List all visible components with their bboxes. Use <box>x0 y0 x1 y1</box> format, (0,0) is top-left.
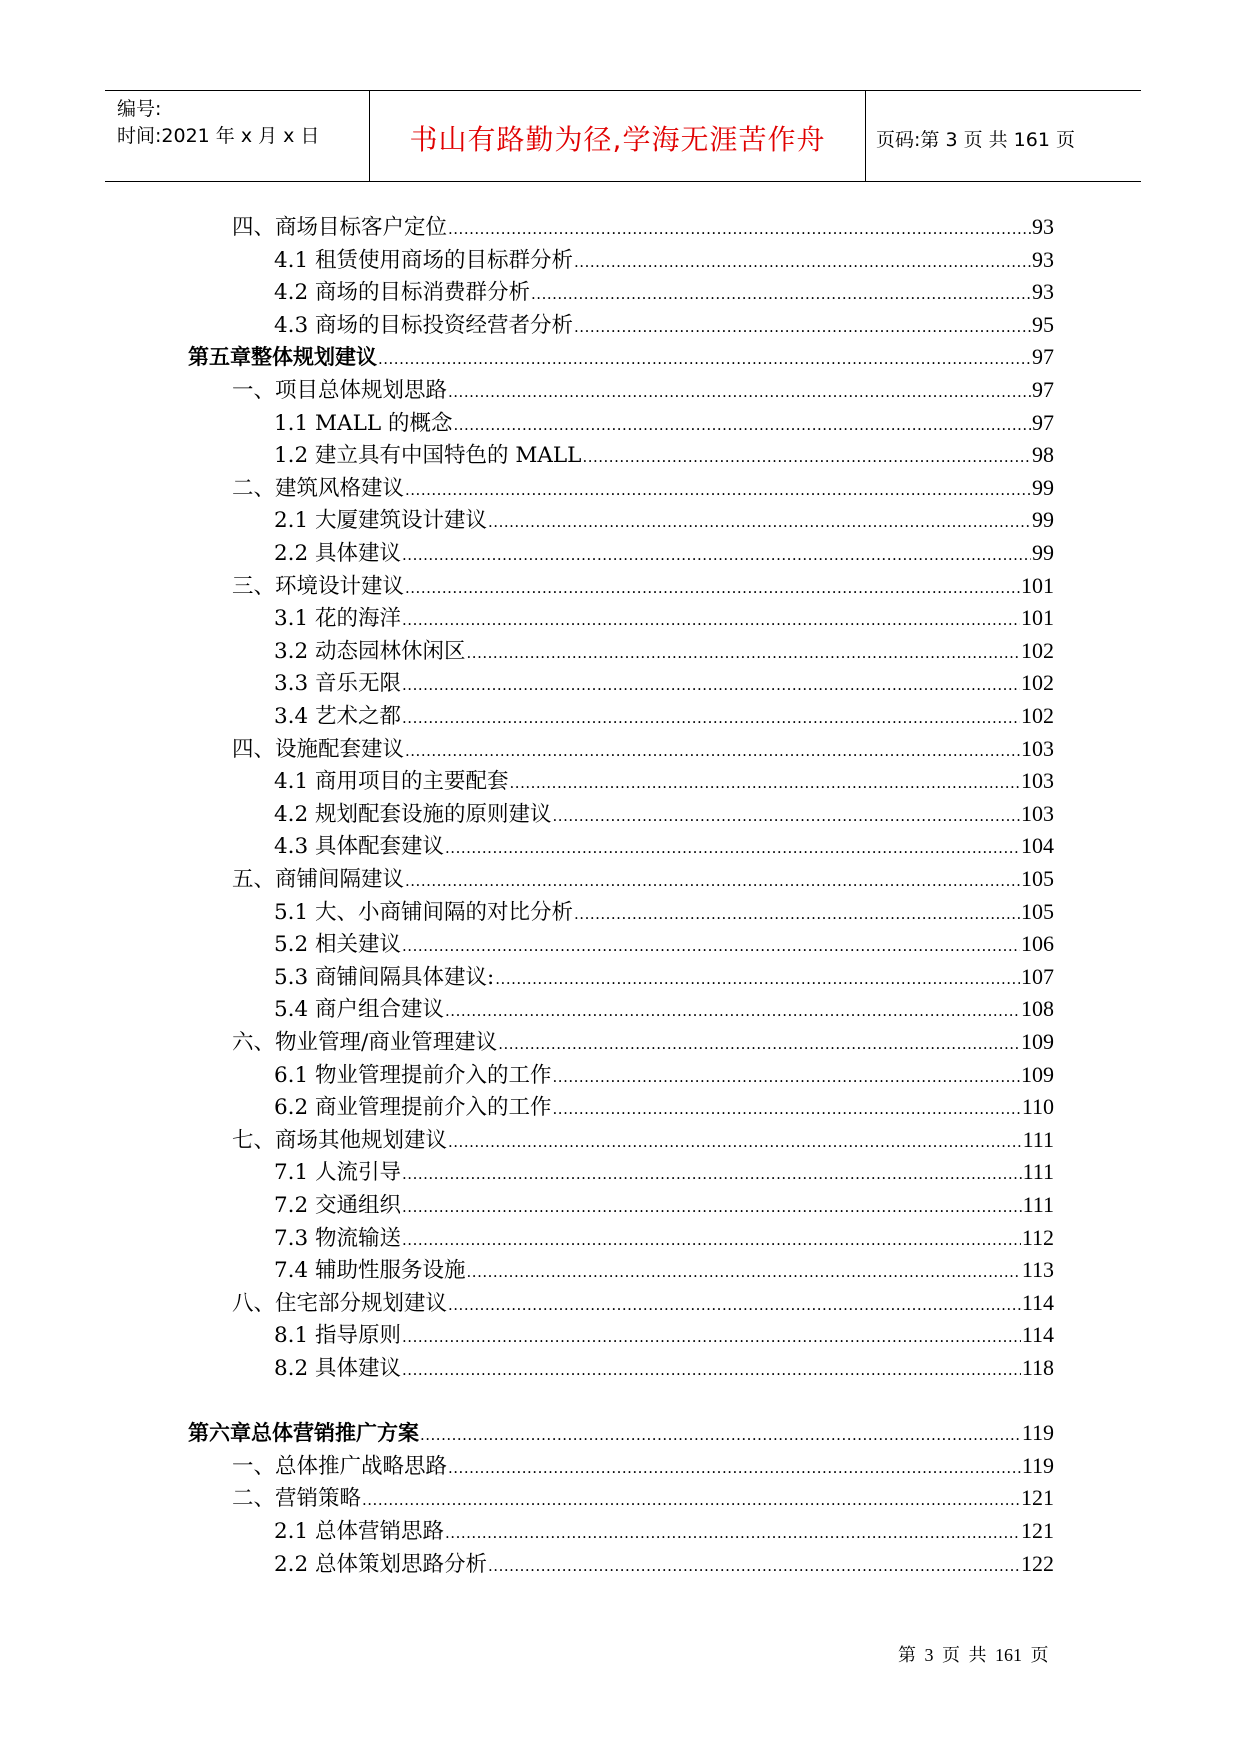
toc-entry[interactable] <box>232 864 1054 894</box>
toc-entry-page: 101 <box>1021 605 1054 630</box>
toc-dot-leader <box>402 1158 1022 1189</box>
motto-text: 书山有路勤为径,学海无涯苦作舟 <box>409 123 826 156</box>
toc-entry-title: 5.4 商户组合建议 <box>274 997 445 1022</box>
toc-entry-page: 110 <box>1021 1094 1054 1119</box>
toc-entry[interactable] <box>274 1157 1054 1187</box>
toc-entry[interactable] <box>232 1288 1054 1318</box>
toc-entry-page: 114 <box>1021 1322 1054 1347</box>
toc-dot-leader <box>498 1028 1020 1059</box>
toc-chapter-entry[interactable] <box>188 1418 1054 1448</box>
toc-entry-title: 1.2 建立具有中国特色的 MALL <box>274 443 582 468</box>
toc-entry-page: 114 <box>1021 1290 1054 1315</box>
toc-entry[interactable] <box>232 1451 1054 1481</box>
toc-entry-page: 103 <box>1021 736 1054 761</box>
toc-entry[interactable] <box>232 375 1054 405</box>
toc-entry-page: 105 <box>1021 866 1054 891</box>
toc-entry[interactable] <box>274 310 1054 340</box>
toc-entry-page: 121 <box>1021 1518 1054 1543</box>
toc-dot-leader <box>402 539 1031 570</box>
page-code-label: 页码:第 3 页 共 161 页 <box>876 129 1075 151</box>
toc-entry-title: 2.1 总体营销思路 <box>274 1519 445 1544</box>
toc-entry[interactable] <box>274 1549 1054 1579</box>
toc-entry-page: 121 <box>1021 1485 1054 1510</box>
toc-entry-page: 107 <box>1021 964 1054 989</box>
toc-dot-leader <box>531 278 1031 309</box>
header-pagecode-cell <box>866 91 1141 181</box>
toc-entry[interactable] <box>274 636 1054 666</box>
toc-dot-leader <box>574 311 1031 342</box>
toc-entry-page: 98 <box>1032 442 1054 467</box>
toc-entry[interactable] <box>274 1320 1054 1350</box>
toc-entry-page: 111 <box>1022 1192 1054 1217</box>
toc-entry[interactable] <box>274 440 1054 470</box>
toc-entry-title: 四、商场目标客户定位 <box>232 215 448 240</box>
toc-entry-page: 99 <box>1032 507 1054 532</box>
toc-entry-title: 7.3 物流输送 <box>274 1226 402 1251</box>
toc-entry-title: 4.1 租赁使用商场的目标群分析 <box>274 248 574 273</box>
toc-entry[interactable] <box>232 734 1054 764</box>
toc-entry-title: 5.1 大、小商铺间隔的对比分析 <box>274 900 574 925</box>
toc-entry[interactable] <box>274 962 1054 992</box>
toc-entry-page: 97 <box>1032 344 1054 369</box>
toc-dot-leader <box>402 1321 1021 1352</box>
toc-dot-leader <box>378 342 1031 374</box>
toc-entry-page: 99 <box>1032 475 1054 500</box>
toc-dot-leader <box>445 995 1020 1026</box>
toc-entry-title: 4.3 商场的目标投资经营者分析 <box>274 313 574 338</box>
toc-entry-page: 109 <box>1021 1029 1054 1054</box>
toc-entry-title: 八、住宅部分规划建议 <box>232 1291 448 1316</box>
toc-entry-page: 111 <box>1022 1127 1054 1152</box>
toc-dot-leader <box>402 604 1020 635</box>
toc-entry[interactable] <box>274 538 1054 568</box>
toc-dot-leader <box>488 506 1031 537</box>
toc-dot-leader <box>402 702 1020 733</box>
toc-entry-title: 一、总体推广战略思路 <box>232 1454 448 1479</box>
document-number-label: 编号: <box>117 98 162 120</box>
toc-entry[interactable] <box>274 799 1054 829</box>
toc-entry-title: 第六章总体营销推广方案 <box>188 1421 419 1445</box>
toc-entry-title: 4.3 具体配套建议 <box>274 834 445 859</box>
toc-entry[interactable] <box>274 897 1054 927</box>
toc-entry-title: 3.1 花的海洋 <box>274 606 402 631</box>
toc-dot-leader <box>453 409 1031 440</box>
toc-dot-leader <box>405 735 1020 766</box>
toc-chapter-entry[interactable] <box>188 342 1054 372</box>
toc-dot-leader <box>467 637 1020 668</box>
toc-entry[interactable] <box>274 994 1054 1024</box>
toc-entry[interactable] <box>274 831 1054 861</box>
toc-dot-leader <box>510 767 1020 798</box>
toc-entry-page: 93 <box>1032 214 1054 239</box>
toc-entry-page: 108 <box>1021 996 1054 1021</box>
toc-entry-page: 119 <box>1021 1453 1054 1478</box>
toc-entry[interactable] <box>274 1516 1054 1546</box>
toc-entry-page: 93 <box>1032 247 1054 272</box>
page-footer: 第 3 页 共 161 页 <box>898 1645 1049 1665</box>
toc-entry[interactable] <box>232 212 1054 242</box>
toc-entry-page: 105 <box>1021 899 1054 924</box>
toc-dot-leader <box>405 865 1020 896</box>
toc-entry-page: 93 <box>1032 279 1054 304</box>
toc-entry-title: 七、商场其他规划建议 <box>232 1128 448 1153</box>
toc-entry[interactable] <box>274 929 1054 959</box>
toc-entry-page: 103 <box>1021 768 1054 793</box>
toc-entry-title: 五、商铺间隔建议 <box>232 867 405 892</box>
toc-entry-page: 118 <box>1021 1355 1054 1380</box>
toc-entry-title: 7.4 辅助性服务设施 <box>274 1258 466 1283</box>
toc-entry[interactable] <box>232 473 1054 503</box>
toc-entry-title: 一、项目总体规划思路 <box>232 378 448 403</box>
toc-entry-page: 102 <box>1021 703 1054 728</box>
toc-entry-page: 102 <box>1021 670 1054 695</box>
toc-dot-leader <box>402 669 1020 700</box>
toc-entry-page: 119 <box>1021 1420 1054 1445</box>
toc-entry-title: 3.2 动态园林休闲区 <box>274 639 466 664</box>
toc-entry[interactable] <box>232 571 1054 601</box>
toc-dot-leader <box>582 441 1031 472</box>
toc-entry-page: 99 <box>1032 540 1054 565</box>
toc-entry-page: 95 <box>1032 312 1054 337</box>
toc-entry-title: 2.2 总体策划思路分析 <box>274 1552 488 1577</box>
toc-entry[interactable] <box>274 277 1054 307</box>
toc-entry[interactable] <box>274 245 1054 275</box>
toc-entry[interactable] <box>274 408 1054 438</box>
toc-entry-page: 109 <box>1021 1062 1054 1087</box>
toc-entry-title: 2.2 具体建议 <box>274 541 402 566</box>
header-motto-cell <box>370 91 866 181</box>
toc-dot-leader <box>362 1484 1020 1515</box>
toc-entry-title: 三、环境设计建议 <box>232 574 405 599</box>
toc-dot-leader <box>553 1061 1020 1092</box>
toc-entry[interactable] <box>274 766 1054 796</box>
toc-entry[interactable] <box>274 505 1054 535</box>
toc-dot-leader <box>553 800 1020 831</box>
toc-entry-title: 4.1 商用项目的主要配套 <box>274 769 509 794</box>
document-time-label: 时间:2021 年 x 月 x 日 <box>117 125 320 147</box>
toc-entry-title: 3.3 音乐无限 <box>274 671 402 696</box>
toc-entry-title: 8.2 具体建议 <box>274 1356 402 1381</box>
toc-entry[interactable] <box>274 603 1054 633</box>
toc-entry-page: 112 <box>1021 1225 1054 1250</box>
toc-entry-page: 97 <box>1032 377 1054 402</box>
toc-dot-leader <box>574 898 1020 929</box>
toc-entry-page: 102 <box>1021 638 1054 663</box>
document-header <box>105 90 1141 182</box>
toc-entry-page: 106 <box>1021 931 1054 956</box>
toc-dot-leader <box>488 1550 1020 1581</box>
toc-entry-title: 二、建筑风格建议 <box>232 476 405 501</box>
toc-dot-leader <box>405 572 1020 603</box>
toc-entry-title: 二、营销策略 <box>232 1486 362 1511</box>
toc-dot-leader <box>553 1093 1021 1124</box>
toc-entry-page: 101 <box>1021 573 1054 598</box>
toc-entry-title: 5.2 相关建议 <box>274 932 402 957</box>
toc-entry-page: 103 <box>1021 801 1054 826</box>
toc-entry[interactable] <box>274 1060 1054 1090</box>
toc-entry[interactable] <box>232 1125 1054 1155</box>
toc-entry[interactable] <box>274 1190 1054 1220</box>
toc-entry[interactable] <box>274 1255 1054 1285</box>
toc-entry[interactable] <box>232 1483 1054 1513</box>
toc-entry[interactable] <box>232 1027 1054 1057</box>
toc-entry[interactable] <box>274 701 1054 731</box>
toc-entry[interactable] <box>274 1223 1054 1253</box>
toc-dot-leader <box>402 1224 1021 1255</box>
toc-entry-page: 113 <box>1021 1257 1054 1282</box>
toc-entry-title: 8.1 指导原则 <box>274 1323 402 1348</box>
toc-dot-leader <box>402 930 1020 961</box>
toc-entry-page: 122 <box>1021 1551 1054 1576</box>
toc-entry-title: 第五章整体规划建议 <box>188 345 377 369</box>
toc-entry-page: 111 <box>1022 1159 1054 1184</box>
toc-dot-leader <box>420 1418 1021 1450</box>
toc-entry-title: 6.2 商业管理提前介入的工作 <box>274 1095 552 1120</box>
toc-entry[interactable] <box>274 1092 1054 1122</box>
toc-entry-title: 7.1 人流引导 <box>274 1160 402 1185</box>
header-info-cell <box>105 91 370 181</box>
toc-entry-title: 1.1 MALL 的概念 <box>274 411 453 436</box>
toc-entry-title: 2.1 大厦建筑设计建议 <box>274 508 488 533</box>
toc-entry-title: 3.4 艺术之都 <box>274 704 402 729</box>
toc-entry-title: 四、设施配套建议 <box>232 737 405 762</box>
toc-dot-leader <box>402 1354 1021 1385</box>
toc-entry-title: 7.2 交通组织 <box>274 1193 402 1218</box>
toc-dot-leader <box>467 1256 1021 1287</box>
toc-dot-leader <box>448 376 1031 407</box>
toc-dot-leader <box>448 1452 1021 1483</box>
toc-dot-leader <box>448 1126 1022 1157</box>
toc-entry-title: 4.2 商场的目标消费群分析 <box>274 280 531 305</box>
toc-dot-leader <box>402 1191 1022 1222</box>
toc-entry-page: 104 <box>1021 833 1054 858</box>
toc-dot-leader <box>495 963 1020 994</box>
toc-entry-title: 6.1 物业管理提前介入的工作 <box>274 1063 552 1088</box>
toc-dot-leader <box>448 213 1031 244</box>
toc-dot-leader <box>445 1517 1020 1548</box>
toc-entry[interactable] <box>274 1353 1054 1383</box>
toc-dot-leader <box>448 1289 1021 1320</box>
toc-entry-title: 5.3 商铺间隔具体建议: <box>274 965 495 990</box>
toc-entry[interactable] <box>274 668 1054 698</box>
toc-dot-leader <box>445 832 1020 863</box>
toc-entry-page: 97 <box>1032 410 1054 435</box>
toc-dot-leader <box>574 246 1031 277</box>
toc-entry-title: 4.2 规划配套设施的原则建议 <box>274 802 552 827</box>
toc-entry-title: 六、物业管理/商业管理建议 <box>232 1030 498 1055</box>
toc-dot-leader <box>405 474 1031 505</box>
